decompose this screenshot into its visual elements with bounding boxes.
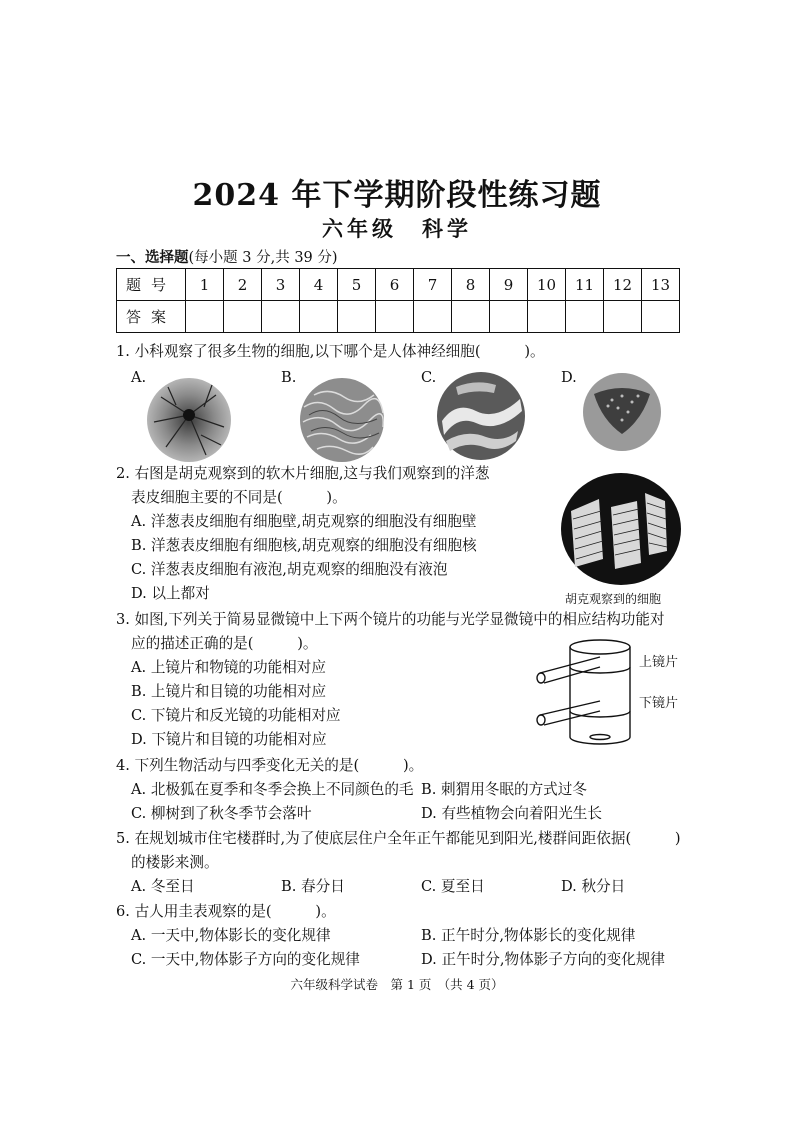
- q5-option-a: A. 冬至日: [131, 878, 195, 895]
- q5-option-b: B. 春分日: [281, 878, 345, 895]
- tissue-micrograph-d-image: [582, 372, 662, 452]
- answer-cell[interactable]: [186, 301, 224, 333]
- answer-cell[interactable]: [452, 301, 490, 333]
- q3-option-a: A. 上镜片和物镜的功能相对应: [131, 659, 326, 676]
- question-number-cell: 6: [376, 269, 414, 301]
- q5-stem-line2: 的楼影来测。: [131, 854, 219, 871]
- q1-option-c-label: C.: [421, 369, 437, 386]
- question-number-cell: 1: [186, 269, 224, 301]
- simple-microscope-diagram-image: [532, 633, 636, 749]
- question-number-cell: 7: [414, 269, 452, 301]
- section-label: 一、选择题: [116, 249, 189, 266]
- q6-option-a: A. 一天中,物体影长的变化规律: [131, 927, 331, 944]
- q4-option-d: D. 有些植物会向着阳光生长: [421, 805, 602, 822]
- row-label-question-number: 题号: [117, 269, 186, 301]
- answer-cell[interactable]: [224, 301, 262, 333]
- answer-row: [117, 301, 680, 333]
- question-number-cell: 5: [338, 269, 376, 301]
- answer-cell[interactable]: [376, 301, 414, 333]
- q1-option-a-label: A.: [131, 369, 147, 386]
- q6-option-c: C. 一天中,物体影子方向的变化规律: [131, 951, 360, 968]
- q1-option-b-label: B.: [281, 369, 297, 386]
- q1-option-d-label: D.: [561, 369, 577, 386]
- q4-option-b: B. 刺猬用冬眠的方式过冬: [421, 781, 587, 798]
- question-number-cell: 12: [604, 269, 642, 301]
- q6-option-b: B. 正午时分,物体影长的变化规律: [421, 927, 636, 944]
- answer-cell[interactable]: [490, 301, 528, 333]
- exam-subtitle: 六年级 科学: [322, 216, 472, 241]
- question-number-cell: 13: [642, 269, 680, 301]
- row-label-answer: 答案: [117, 301, 186, 333]
- cork-cells-caption: 胡克观察到的细胞: [565, 592, 662, 606]
- answer-cell[interactable]: [300, 301, 338, 333]
- exam-title: 2024 年下学期阶段性练习题: [192, 178, 602, 213]
- q2-option-a: A. 洋葱表皮细胞有细胞壁,胡克观察的细胞没有细胞壁: [131, 513, 477, 530]
- neuron-micrograph-image: [146, 377, 232, 463]
- q5-option-d: D. 秋分日: [561, 878, 626, 895]
- q5-stem-line1: 5. 在规划城市住宅楼群时,为了使底层住户全年正午都能见到阳光,楼群间距依据( ): [116, 830, 681, 847]
- lower-lens-label: 下镜片: [639, 696, 679, 711]
- question-number-cell: 4: [300, 269, 338, 301]
- upper-lens-label: 上镜片: [639, 655, 679, 670]
- q2-stem-line2: 表皮细胞主要的不同是( )。: [131, 489, 347, 506]
- q6-stem: 6. 古人用圭表观察的是( )。: [116, 903, 336, 920]
- tissue-micrograph-c-image: [436, 371, 526, 461]
- answer-cell[interactable]: [566, 301, 604, 333]
- answer-cell[interactable]: [642, 301, 680, 333]
- page-footer: 六年级科学试卷 第 1 页 （共 4 页）: [290, 977, 504, 992]
- q2-option-b: B. 洋葱表皮细胞有细胞核,胡克观察的细胞没有细胞核: [131, 537, 477, 554]
- question-number-cell: 11: [566, 269, 604, 301]
- q3-option-c: C. 下镜片和反光镜的功能相对应: [131, 707, 341, 724]
- q2-option-c: C. 洋葱表皮细胞有液泡,胡克观察的细胞没有液泡: [131, 561, 448, 578]
- answer-cell[interactable]: [338, 301, 376, 333]
- answer-table: [116, 268, 680, 333]
- answer-cell[interactable]: [414, 301, 452, 333]
- q1-stem: 1. 小科观察了很多生物的细胞,以下哪个是人体神经细胞( )。: [116, 343, 545, 360]
- question-number-cell: 10: [528, 269, 566, 301]
- cork-cells-figure-image: [559, 471, 683, 587]
- question-number-cell: 8: [452, 269, 490, 301]
- q5-option-c: C. 夏至日: [421, 878, 485, 895]
- q2-option-d: D. 以上都对: [131, 585, 210, 602]
- question-number-cell: 3: [262, 269, 300, 301]
- question-number-cell: 9: [490, 269, 528, 301]
- q3-stem-line1: 3. 如图,下列关于简易显微镜中上下两个镜片的功能与光学显微镜中的相应结构功能对: [116, 611, 665, 628]
- question-number-cell: 2: [224, 269, 262, 301]
- q3-stem-line2: 应的描述正确的是( )。: [131, 635, 318, 652]
- q2-stem-line1: 2. 右图是胡克观察到的软木片细胞,这与我们观察到的洋葱: [116, 465, 490, 482]
- q4-stem: 4. 下列生物活动与四季变化无关的是( )。: [116, 757, 424, 774]
- q3-option-b: B. 上镜片和目镜的功能相对应: [131, 683, 327, 700]
- q4-option-c: C. 柳树到了秋冬季节会落叶: [131, 805, 312, 822]
- tissue-micrograph-b-image: [299, 377, 385, 463]
- question-number-row: [117, 269, 680, 301]
- answer-cell[interactable]: [604, 301, 642, 333]
- section-heading: [116, 246, 338, 267]
- answer-cell[interactable]: [528, 301, 566, 333]
- section-note: (每小题 3 分,共 39 分): [188, 250, 338, 266]
- q4-option-a: A. 北极狐在夏季和冬季会换上不同颜色的毛: [131, 781, 414, 798]
- q3-option-d: D. 下镜片和目镜的功能相对应: [131, 731, 327, 748]
- answer-cell[interactable]: [262, 301, 300, 333]
- q6-option-d: D. 正午时分,物体影子方向的变化规律: [421, 951, 666, 968]
